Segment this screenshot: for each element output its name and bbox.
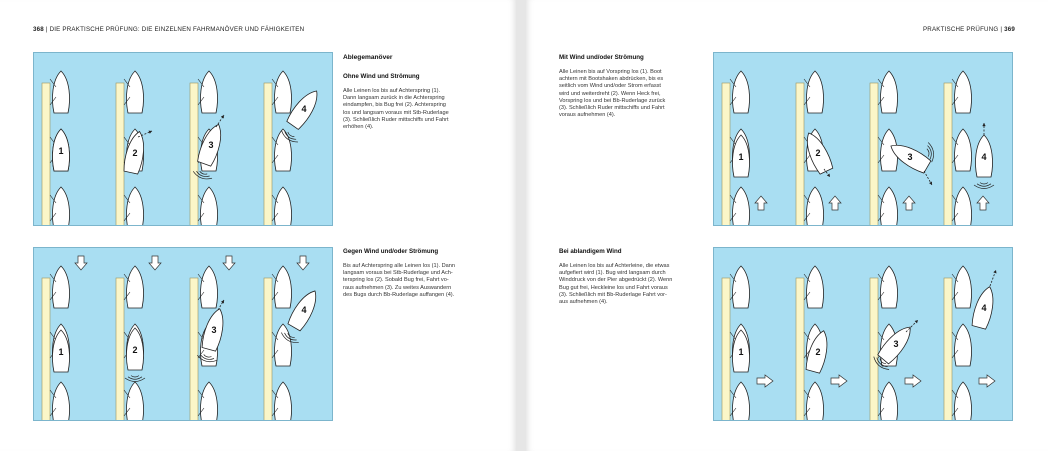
boat-moored [806, 187, 823, 226]
left-page [0, 0, 516, 451]
boat-hull [200, 71, 217, 113]
diagram-canvas [34, 53, 333, 226]
boat-number-3: 3 [208, 140, 214, 150]
pier [796, 278, 804, 421]
pier [264, 278, 272, 421]
boat-hull [52, 382, 69, 421]
boat-hull [732, 187, 749, 226]
boat-hull [200, 382, 217, 421]
wind-arrow-right [979, 375, 995, 387]
gegen-wind-line: Bis auf Achterspring alle Leinen los (1). Dann [343, 263, 455, 269]
pier [42, 278, 50, 421]
boat-moored [732, 71, 749, 113]
motion-arrowhead [993, 270, 996, 273]
boat-number-4: 4 [301, 104, 307, 114]
boat-hull [126, 266, 143, 308]
boat-number-2: 2 [815, 347, 821, 357]
wake-line [980, 183, 988, 184]
page-number-left: 368 [33, 26, 44, 33]
ablandig-line: aufgefiert wird (1). Bug wird langsam durch [559, 270, 666, 277]
current-arrow-up [977, 196, 989, 210]
boat-moored [732, 266, 749, 308]
boat-number-1: 1 [738, 152, 744, 162]
boat-moored [126, 266, 143, 308]
wake-line [199, 171, 207, 175]
ohne-wind-line: erhöhen (4). [343, 124, 374, 131]
text-ablandig [559, 263, 705, 306]
gegen-wind-line: terspring los (2). Sobald Bug frei, Fahrt vo- [343, 277, 449, 284]
boat-moored [274, 129, 291, 171]
boat-hull [274, 266, 291, 308]
boat-moored [200, 266, 217, 308]
boat-number-3: 3 [907, 152, 913, 162]
boat-moored [274, 266, 291, 308]
ablandig-line: Alle Leinen los bis auf Achterleine, die etwas [559, 263, 670, 269]
diagram-canvas [714, 248, 1013, 421]
boat-moored [880, 266, 897, 308]
boat-number-4: 4 [981, 152, 987, 162]
current-arrow-down [223, 256, 235, 270]
boat-number-1: 1 [58, 347, 64, 357]
running-head-left-text: DIE PRAKTISCHE PRÜFUNG: DIE EINZELNEN FAHRMANÖVER UND FÄHIGKEITEN [49, 26, 305, 33]
pier [870, 278, 878, 421]
boat-hull [200, 266, 217, 308]
boat-moored [880, 187, 897, 226]
ohne-wind-line: eindampfen, bis Bug frei (2). Achterspring [343, 102, 446, 109]
text-ohne-wind [343, 88, 491, 131]
propeller-wake [125, 376, 145, 382]
boat-moored [880, 71, 897, 113]
heading-mit-wind: Mit Wind und/oder Strömung [559, 54, 644, 61]
boat-moored [126, 187, 143, 226]
boat-hull [200, 187, 217, 226]
boat-moored [126, 382, 143, 421]
motion-arrowhead [915, 320, 918, 323]
boat-moored [274, 71, 291, 113]
boat-moored [732, 382, 749, 421]
boat-hull [52, 187, 69, 226]
pier [190, 83, 198, 226]
pier [722, 83, 730, 226]
boat-hull [732, 266, 749, 308]
pier [944, 83, 952, 226]
heading-gegen-wind: Gegen Wind und/oder Strömung [343, 248, 439, 255]
ohne-wind-line: (3). Schließlich Ruder mittschiffs und Fahrt [343, 116, 449, 123]
motion-arrowhead [929, 182, 932, 185]
boat-hull [126, 187, 143, 226]
wind-arrow-right [831, 375, 847, 387]
boat-hull [954, 266, 971, 308]
ohne-wind-line: Dann langsam zurück in die Achterspring [343, 95, 445, 102]
boat-moored [200, 187, 217, 226]
boat-moored [52, 187, 69, 226]
ohne-wind-line: los und langsam voraus mit Stb-Ruderlage [343, 109, 449, 116]
boat-hull [954, 71, 971, 113]
boat-number-3: 3 [211, 325, 217, 335]
mit-wind-line: voraus aufnehmen (4). [559, 112, 616, 119]
boat-hull [274, 382, 291, 421]
mit-wind-line: wird und weiterdreht (2). Wenn Heck frei, [559, 90, 661, 97]
boat-hull [274, 129, 291, 171]
boat-hull [732, 71, 749, 113]
heading-ohne-wind: Ohne Wind und Strömung [343, 73, 420, 80]
gegen-wind-line: langsam voraus bei Stb-Ruderlage und Ach- [343, 270, 453, 277]
boat-moored [52, 382, 69, 421]
right-page [526, 0, 1048, 451]
wake-line [131, 376, 139, 377]
boat-number-1: 1 [738, 347, 744, 357]
running-head-right-text: PRAKTISCHE PRÜFUNG [922, 26, 999, 33]
pier [116, 83, 124, 226]
boat-hull [274, 71, 291, 113]
diagram-canvas [714, 53, 1013, 226]
boat-moored [954, 266, 971, 308]
motion-arrowhead [827, 174, 830, 177]
pier [116, 278, 124, 421]
boat-moored [954, 187, 971, 226]
boat-hull [880, 266, 897, 308]
boat-hull [954, 187, 971, 226]
boat-moored [274, 324, 291, 366]
ablandig-line: Winddruck von der Pier abgedrückt (2). Wenn [559, 277, 673, 284]
boat-number-4: 4 [981, 303, 987, 313]
diagram-gegen-wind [33, 247, 333, 421]
ablandig-line: Bug gut frei, Heckleine los und Fahrt voraus [559, 284, 668, 291]
boat-moored [200, 382, 217, 421]
wind-arrow-right [757, 375, 773, 387]
boat-moored [880, 382, 897, 421]
boat-number-2: 2 [132, 148, 138, 158]
boat-moored [52, 71, 69, 113]
boat-hull [806, 187, 823, 226]
boat-hull [954, 129, 971, 171]
ablandig-line: aus aufnehmen (4). [559, 299, 608, 306]
boat-moored [274, 187, 291, 226]
boat-hull [126, 71, 143, 113]
boat-moored [954, 129, 971, 171]
mit-wind-line: achtern mit Bootshaken abdrücken, bis es [559, 76, 664, 83]
diagram-mit-wind [713, 52, 1013, 226]
boat-moored [126, 71, 143, 113]
boat-hull [880, 71, 897, 113]
boat-hull [732, 382, 749, 421]
text-mit-wind [559, 69, 705, 119]
pier [722, 278, 730, 421]
wake-line [125, 378, 145, 382]
boat-hull [52, 71, 69, 113]
current-arrow-down [149, 256, 161, 270]
boat-number-1: 1 [58, 146, 64, 156]
wind-arrow-right [905, 375, 921, 387]
pier [944, 278, 952, 421]
boat-moored [52, 266, 69, 308]
pier [870, 83, 878, 226]
text-gegen-wind [343, 263, 491, 299]
pier [190, 278, 198, 421]
ohne-wind-line: Alle Leinen los bis auf Achterspring (1). [343, 88, 441, 94]
current-arrow-up [755, 196, 767, 210]
pier [264, 83, 272, 226]
boat-moored [806, 266, 823, 308]
boat-hull [806, 382, 823, 421]
section-title: Ablegemanöver [343, 54, 393, 61]
mit-wind-line: Vorspring los und bei Bb-Ruderlage zurück [559, 97, 666, 104]
diagram-canvas [34, 248, 333, 421]
boat-number-3: 3 [893, 339, 899, 349]
boat-hull [806, 266, 823, 308]
gegen-wind-line: raus aufnehmen (3). Zu weites Auswandern [343, 284, 452, 291]
mit-wind-line: (3). Schließlich Ruder mittschiffs und Fahrt [559, 105, 665, 112]
mit-wind-line: Alle Leinen bis auf Vorspring los (1). Boot [559, 69, 662, 75]
boat-hull [954, 324, 971, 366]
boat-hull [52, 266, 69, 308]
boat-hull [806, 71, 823, 113]
boat-hull [126, 382, 143, 421]
current-arrow-up [829, 196, 841, 210]
diagram-ohne-wind [33, 52, 333, 226]
page-number-right: 369 [1004, 26, 1015, 33]
running-head-right: PRAKTISCHE PRÜFUNG | 369 [922, 26, 1015, 33]
current-arrow-down [75, 256, 87, 270]
motion-arrowhead [982, 123, 985, 126]
boat-number-4: 4 [301, 305, 307, 315]
boat-moored [954, 71, 971, 113]
wake-line [927, 149, 930, 157]
boat-moored [954, 324, 971, 366]
boat-moored [806, 382, 823, 421]
boat-hull [880, 187, 897, 226]
current-arrow-down [297, 256, 309, 270]
heading-ablandig: Bei ablandigem Wind [559, 248, 622, 255]
running-head-left: 368 | DIE PRAKTISCHE PRÜFUNG: DIE EINZELNEN FAHRMANÖVER UND FÄHIGKEITEN [33, 26, 305, 33]
diagram-ablandig [713, 247, 1013, 421]
boat-moored [806, 71, 823, 113]
boat-number-2: 2 [815, 148, 821, 158]
boat-hull [880, 382, 897, 421]
boat-hull [274, 324, 291, 366]
current-arrow-up [903, 196, 915, 210]
mit-wind-line: seitlich vom Wind und/oder Strom erfasst [559, 83, 661, 90]
boat-hull [954, 382, 971, 421]
wake-line [974, 185, 994, 189]
boat-hull [274, 187, 291, 226]
boat-moored [954, 382, 971, 421]
ablandig-line: (3). Schließlich mit Bb-Ruderlage Fahrt vor- [559, 291, 667, 298]
boat-moored [200, 71, 217, 113]
gegen-wind-line: des Bugs durch Bb-Ruderlage auffangen (4). [343, 291, 455, 298]
boat-moored [732, 187, 749, 226]
boat-number-2: 2 [132, 345, 138, 355]
pier [796, 83, 804, 226]
propeller-wake [974, 183, 994, 189]
pier [42, 83, 50, 226]
boat-moored [274, 382, 291, 421]
